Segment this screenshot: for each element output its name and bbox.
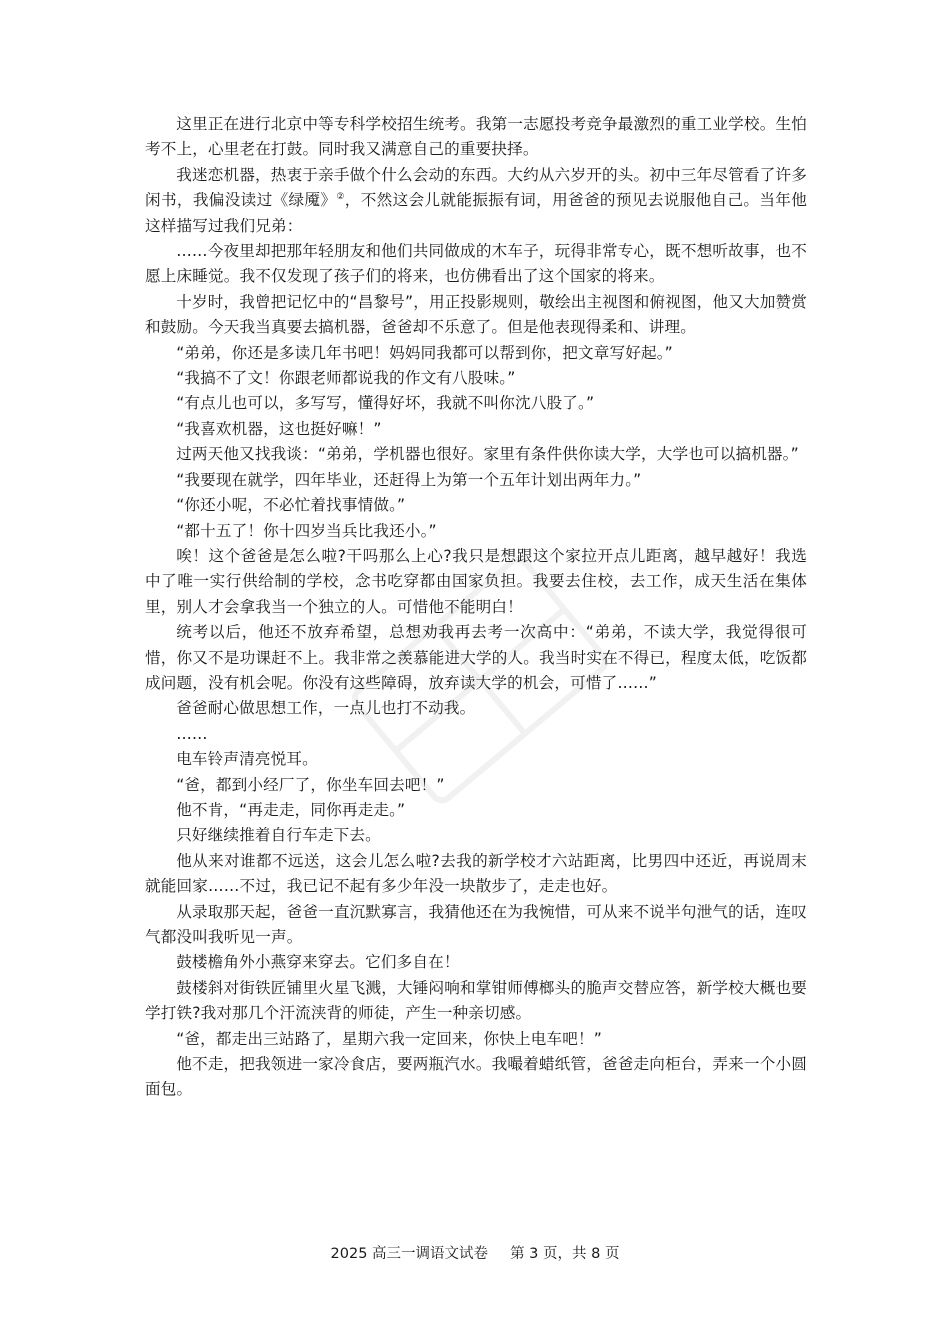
passage-paragraph-12: “都十五了！你十四岁当兵比我还小。” <box>176 521 437 540</box>
page-number: 第 3 页，共 8 页 <box>510 1246 620 1262</box>
passage-ellipsis: …… <box>176 724 208 743</box>
footnote-marker: ② <box>336 192 345 203</box>
passage-paragraph-3: ……今夜里却把那年轻朋友和他们共同做成的木车子，玩得非常专心，既不想听故事，也不愿上床睡觉。我不仅发现了孩子们的将来，也仿佛看出了这个国家的将来。 <box>145 242 807 286</box>
passage-paragraph-25: 他不走，把我领进一家冷食店，要两瓶汽水。我嘬着蜡纸管，爸爸走向柜台，弄来一个小圆面包。 <box>145 1055 807 1099</box>
passage-paragraph-2 <box>145 163 807 239</box>
passage-paragraph-13: 唉！这个爸爸是怎么啦?干吗那么上心?我只是想跟这个家拉开点儿距离，越早越好！我选中了唯一实行供给制的学校，念书吃穿都由国家负担。我要去住校，去工作，成天生活在集体里，别人才会拿我当一个独立的人。可惜他不能明白！ <box>145 546 807 616</box>
passage-paragraph-19: 只好继续推着自行车走下去。 <box>176 826 381 845</box>
passage-paragraph-23: 鼓楼斜对街铁匠铺里火星飞溅，大锤闷响和掌钳师傅榔头的脆声交替应答，新学校大概也要学打铁?我对那几个汗流浃背的师徒，产生一种亲切感。 <box>145 978 807 1023</box>
passage-paragraph-17: “爸，都到小经厂了，你坐车回去吧！” <box>176 775 445 794</box>
passage-paragraph-15: 爸爸耐心做思想工作，一点儿也打不动我。 <box>176 699 476 718</box>
page-footer <box>0 1242 950 1263</box>
passage-paragraph-18: 他不肯，“再走走，同你再走走。” <box>176 800 406 819</box>
passage-paragraph-11: “你还小呢，不必忙着找事情做。” <box>176 496 406 515</box>
passage-paragraph-5: “弟弟，你还是多读几年书吧！妈妈同我都可以帮到你，把文章写好起。” <box>176 343 673 362</box>
passage-paragraph-6: “我搞不了文！你跟老师都说我的作文有八股味。” <box>176 369 516 388</box>
passage-paragraph-16: 电车铃声清亮悦耳。 <box>176 750 318 769</box>
passage-paragraph-20: 他从来对谁都不远送，这会儿怎么啦?去我的新学校才六站距离，比男四中还近，再说周末就能回家……不过，我已记不起有多少年没一块散步了，走走也好。 <box>145 851 807 896</box>
passage-paragraph-2-part-b: ，不然这会儿就能振振有词，用爸爸的预见去说服他自己。当年他这样描写过我们兄弟： <box>145 191 807 235</box>
passage-paragraph-22: 鼓楼檐角外小燕穿来穿去。它们多自在！ <box>176 953 460 972</box>
passage-paragraph-4: 十岁时，我曾把记忆中的“昌黎号”，用正投影规则，敬绘出主视图和俯视图，他又大加赞赏和鼓励。今天我当真要去搞机器，爸爸却不乐意了。但是他表现得柔和、讲理。 <box>145 292 807 337</box>
passage-paragraph-7: “有点儿也可以，多写写，懂得好坏，我就不叫你沈八股了。” <box>176 394 595 413</box>
passage-paragraph-21: 从录取那天起，爸爸一直沉默寡言，我猜他还在为我惋惜，可从来不说半句泄气的话，连叹气都没叫我听见一声。 <box>145 902 807 946</box>
passage-paragraph-1: 这里正在进行北京中等专科学校招生统考。我第一志愿投考竞争最激烈的重工业学校。生怕考不上，心里老在打鼓。同时我又满意自己的重要抉择。 <box>145 115 807 159</box>
exam-title: 2025 高三一调语文试卷 <box>330 1246 489 1262</box>
passage-paragraph-24: “爸，都走出三站路了，星期六我一定回来，你快上电车吧！” <box>176 1029 602 1048</box>
passage-paragraph-2-part-a: 我迷恋机器，热衷于亲手做个什么会动的东西。大约从六岁开的头。初中三年尽管看了许多闲书，我偏没读过《绿魇》 <box>145 165 807 210</box>
passage-paragraph-14: 统考以后，他还不放弃希望，总想劝我再去考一次高中：“弟弟，不读大学，我觉得很可惜，你又不是功课赶不上。我非常之羡慕能进大学的人。我当时实在不得已，程度太低，吃饭都成问题，没有机会呢。你没有这些障碍，放弃读大学的机会，可惜了……” <box>145 623 807 692</box>
passage-paragraph-8: “我喜欢机器，这也挺好嘛！” <box>176 419 382 438</box>
passage-paragraph-9: 过两天他又找我谈：“弟弟，学机器也很好。家里有条件供你读大学，大学也可以搞机器。” <box>176 445 799 464</box>
reading-passage <box>145 112 807 1103</box>
passage-paragraph-10: “我要现在就学，四年毕业，还赶得上为第一个五年计划出两年力。” <box>176 470 642 489</box>
